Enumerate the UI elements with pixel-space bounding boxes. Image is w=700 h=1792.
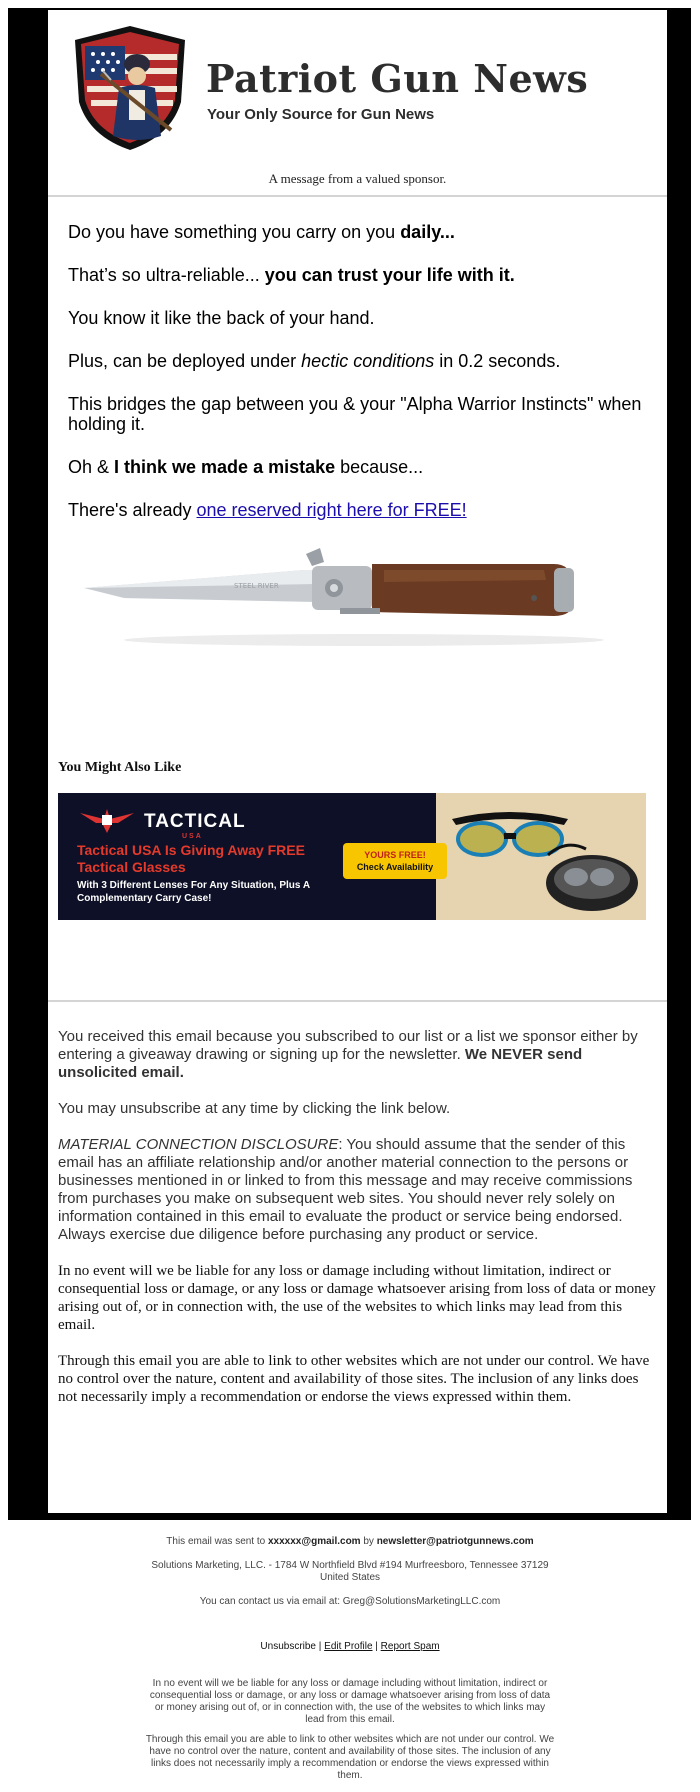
bold-text: daily...: [400, 222, 455, 242]
eagle-logo-icon: [78, 805, 136, 835]
free-offer-link[interactable]: one reserved right here for FREE!: [196, 500, 467, 520]
legal-paragraph: You may unsubscribe at any time by clicking the link below.: [58, 1100, 451, 1117]
tactical-glasses-ad[interactable]: [58, 793, 646, 920]
separator: |: [372, 1641, 381, 1652]
footer-links: [0, 1641, 700, 1653]
text: This email was sent to: [166, 1536, 268, 1547]
italic-text: MATERIAL CONNECTION DISCLOSURE: [58, 1136, 339, 1153]
text: Plus, can be deployed under: [68, 351, 302, 371]
message-line: [68, 457, 648, 477]
text: There's already: [68, 500, 197, 520]
carry-case-icon: [536, 835, 640, 915]
legal-paragraph: [58, 1136, 656, 1244]
ad-subtext: With 3 Different Lenses For Any Situation, Plus A Complementary Carry Case!: [77, 880, 310, 904]
text: by: [360, 1536, 377, 1547]
report-spam-link[interactable]: Report Spam: [380, 1641, 440, 1652]
ad-cta-line1: YOURS FREE!: [364, 850, 426, 860]
divider: [48, 195, 667, 197]
text: in 0.2 seconds.: [434, 351, 561, 371]
text: Do you have something you carry on you: [68, 222, 401, 242]
footer-sent-line: [0, 1536, 700, 1548]
legal-paragraph: In no event will we be liable for any loss or damage including without limitation, indirect or consequential loss or damage, or any loss or damage whatsoever arising from loss of data or money arising out of, or in connection with, the use of the websites to which links may lead from this email.: [58, 1263, 656, 1333]
text: : You should assume that the sender of this email has an affiliate relationship and/or another material connection to the persons or businesses mentioned in or linked to from this message and may receive commissions from purchases you make on subsequent web sites. You should never rely solely on information contained in this email to evaluate the product or service being endorsed. Always exercise due diligence before purchasing any product or service.: [58, 1136, 633, 1243]
text: That’s so ultra-reliable...: [68, 265, 265, 285]
check-availability-button[interactable]: [343, 843, 447, 879]
ad-brand: TACTICAL: [144, 811, 246, 832]
message-body: [68, 222, 648, 543]
also-like-heading: You Might Also Like: [58, 760, 182, 775]
legal-section: [58, 1028, 656, 1424]
sender-email: newsletter@patriotgunnews.com: [376, 1536, 534, 1547]
recipient-email: xxxxxx@gmail.com: [268, 1536, 361, 1547]
message-line: You know it like the back of your hand.: [68, 308, 375, 328]
bold-text: I think we made a mistake: [114, 457, 336, 477]
header: [48, 10, 667, 200]
text: You received this email because you subscribed to our list or a list we sponsor either by entering a giveaway drawing or signing up for the newsletter.: [58, 1028, 638, 1063]
footer-contact: You can contact us via email at: Greg@SolutionsMarketingLLC.com: [199, 1596, 501, 1607]
footer-legal-1: In no event will we be liable for any loss or damage including without limitation, indirect or consequential loss or damage, or any loss or damage whatsoever arising from loss of data or money arising out of, or in connection with, the use of the websites to which links may lead from this email.: [149, 1678, 551, 1725]
legal-paragraph: [58, 1028, 656, 1082]
separator: |: [316, 1641, 325, 1652]
sponsor-note: A message from a valued sponsor.: [268, 171, 447, 186]
bold-text: you can trust your life with it.: [264, 265, 515, 285]
italic-text: hectic conditions: [301, 351, 435, 371]
ad-headline: Tactical USA Is Giving Away FREE Tactical Glasses: [77, 842, 305, 875]
brand-tagline: Your Only Source for Gun News: [207, 106, 435, 123]
glasses-photo: [436, 793, 646, 920]
message-line: [68, 265, 648, 285]
message-line: This bridges the gap between you & your "Alpha Warrior Instincts" when holding it.: [68, 394, 642, 434]
message-line: [68, 351, 648, 371]
message-line: [68, 222, 648, 242]
bold-text: We NEVER send unsolicited email.: [58, 1046, 583, 1081]
edit-profile-link[interactable]: Edit Profile: [324, 1641, 373, 1652]
ad-cta-line2: Check Availability: [356, 862, 434, 872]
shield-logo-icon: [71, 24, 189, 152]
text: Oh &: [68, 457, 115, 477]
brand-title: Patriot Gun News: [206, 56, 589, 101]
knife-image[interactable]: [84, 540, 624, 650]
ad-brand-sub: USA: [182, 833, 203, 840]
text: because...: [335, 457, 424, 477]
footer-legal-2: Through this email you are able to link to other websites which are not under our control. We have no control over the nature, content and availability of those sites. The inclusion of any links does not necessarily imply a recommendation or endorse the views expressed within them.: [145, 1734, 555, 1781]
footer-address: Solutions Marketing, LLC. - 1784 W Northfield Blvd #194 Murfreesboro, Tennessee 37129 United States: [151, 1560, 549, 1583]
legal-paragraph: Through this email you are able to link to other websites which are not under our control. We have no control over the nature, content and availability of those sites. The inclusion of any links does not necessarily imply a recommendation or endorse the views expressed within them.: [58, 1353, 650, 1405]
unsubscribe-link[interactable]: Unsubscribe: [260, 1641, 316, 1652]
message-line: [68, 500, 648, 520]
divider: [48, 1000, 667, 1002]
blade-engraving: STEEL RIVER: [234, 582, 279, 590]
email-card: [48, 10, 667, 1513]
